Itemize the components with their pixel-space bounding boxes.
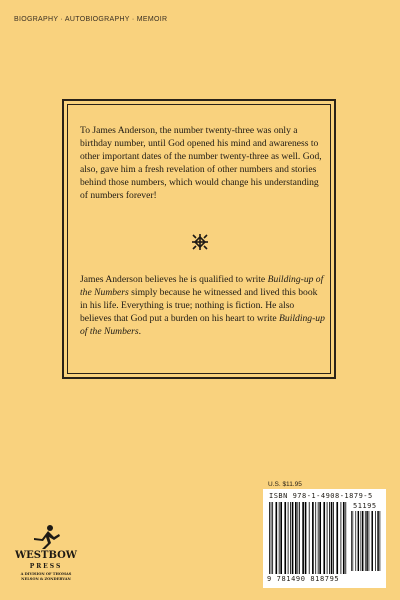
genre-label: BIOGRAPHY · AUTOBIOGRAPHY · MEMOIR (14, 16, 168, 23)
barcode-bar (276, 502, 278, 574)
barcode-bar (375, 511, 376, 571)
barcode-bar (318, 502, 319, 574)
paragraph-2-lead: James Anderson believes he is qualified to write (80, 274, 268, 285)
barcode-bar (365, 511, 366, 571)
barcode-bar (345, 502, 346, 574)
barcode-bar (355, 511, 356, 571)
barcode-bar (336, 502, 338, 574)
publisher-division: A DIVISION OF THOMAS NELSON & ZONDERVAN (20, 572, 72, 581)
ean-barcode (269, 502, 347, 574)
barcode-bar (329, 502, 330, 574)
barcode-bar (371, 511, 372, 571)
barcode-bar (331, 502, 333, 574)
barcode-bar (299, 502, 300, 574)
runner-logo-icon (12, 524, 80, 550)
publisher-name: WESTBOW (14, 550, 78, 561)
book-title-italic-2: Building-up of the Numbers (80, 313, 325, 337)
ean-digits: 9 781490 818795 (267, 575, 340, 583)
price-code: 51195 (353, 502, 377, 510)
barcode-bar (280, 502, 282, 574)
paragraph-2-middle: simply because he witnessed and lived this book in his life. Everything is true; nothing is fiction. He also believes that God put a burden on his heart to write (80, 287, 318, 324)
addon-barcode (351, 511, 381, 571)
barcode-bar (295, 502, 297, 574)
barcode-bar (343, 502, 345, 574)
publisher-press: PRESS (29, 563, 63, 570)
blurb-paragraph-1: To James Anderson, the number twenty-three was only a birthday number, until God opened his mind and awareness to other important dates of the number twenty-three as well. God, also, gave him a fresh revelation of other numbers and stories behind those numbers, which would change his understanding of numbers forever! (80, 125, 322, 201)
barcode-bar (333, 502, 334, 574)
barcode-bar (369, 511, 370, 571)
barcode-bar (305, 502, 307, 574)
barcode-bar (366, 511, 367, 571)
barcode-bar (271, 502, 272, 574)
barcode-bar (309, 502, 310, 574)
barcode-bar (327, 502, 328, 574)
barcode-bar (284, 502, 286, 574)
barcode-bar (290, 502, 291, 574)
barcode-bar (380, 511, 381, 571)
barcode-bar (292, 502, 294, 574)
barcode-bar (352, 511, 353, 571)
cross-knot-ornament-icon (191, 233, 209, 251)
barcode-bar (358, 511, 359, 571)
barcode-bar (319, 502, 321, 574)
price-label: U.S. $11.95 (268, 481, 302, 488)
blurb-paragraph-2 (80, 273, 326, 338)
barcode-bar (288, 502, 289, 574)
barcode-bar (272, 502, 273, 574)
barcode-bar (297, 502, 298, 574)
barcode-bar (279, 502, 280, 574)
barcode-bar (377, 511, 378, 571)
barcode-bar (362, 511, 363, 571)
barcode-area (263, 489, 386, 588)
barcode-bar (269, 502, 270, 574)
barcode-bar (323, 502, 325, 574)
paragraph-2-end: . (138, 326, 142, 337)
book-title-italic-1: Building-up of the Numbers (80, 274, 324, 298)
barcode-bar (361, 511, 362, 571)
barcode-bar (302, 502, 304, 574)
barcode-bar (341, 502, 342, 574)
barcode-bar (315, 502, 316, 574)
barcode-bar (312, 502, 314, 574)
isbn-text: ISBN 978-1-4908-1879-5 (269, 492, 373, 500)
barcode-bar (351, 511, 352, 571)
